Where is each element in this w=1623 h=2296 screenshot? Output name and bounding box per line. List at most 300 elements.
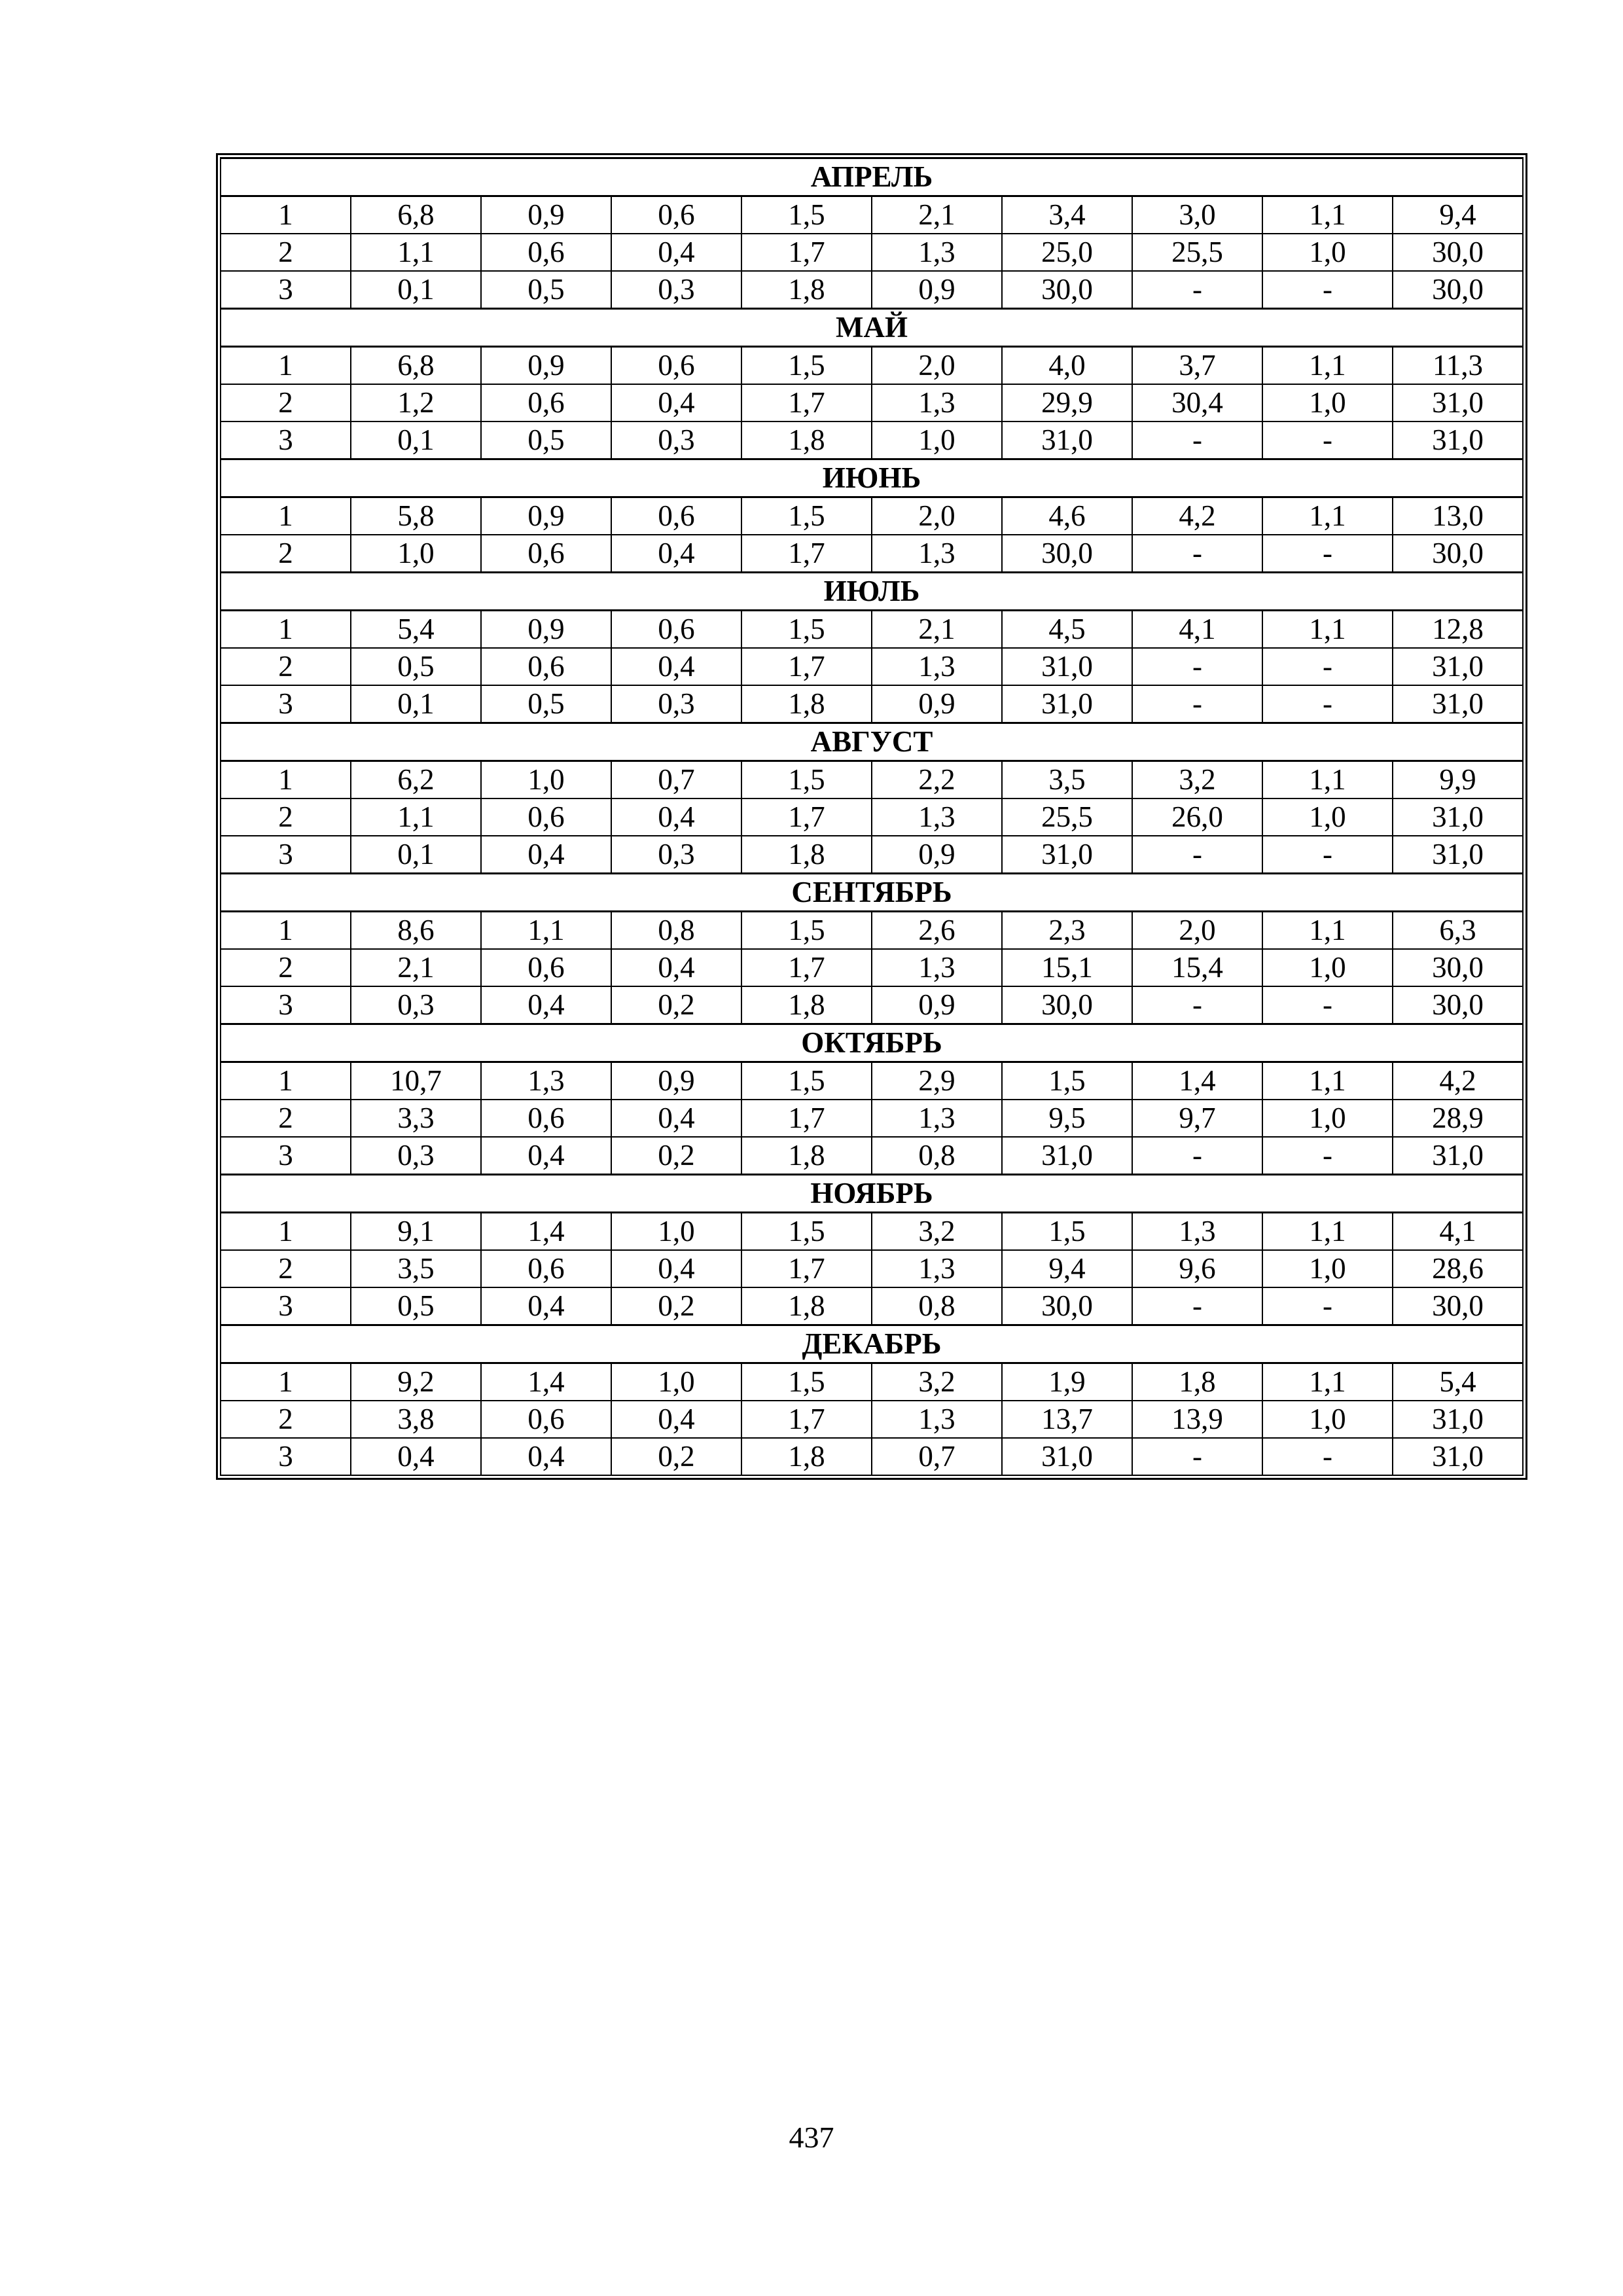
row-index-cell: 1 [221, 761, 351, 799]
table-cell: 0,5 [481, 685, 611, 723]
table-cell: 30,4 [1132, 384, 1262, 422]
table-cell: 4,5 [1002, 611, 1132, 649]
table-cell: 31,0 [1393, 422, 1523, 459]
table-cell: 2,3 [1002, 912, 1132, 950]
table-cell: - [1262, 535, 1393, 573]
table-cell: 4,0 [1002, 347, 1132, 385]
row-index-cell: 1 [221, 196, 351, 234]
table-cell: 1,8 [741, 685, 872, 723]
table-cell: 3,3 [351, 1100, 481, 1137]
row-index-cell: 2 [221, 648, 351, 685]
table-cell: 31,0 [1002, 422, 1132, 459]
table-cell: - [1132, 836, 1262, 874]
table-cell: 0,9 [481, 196, 611, 234]
table-cell: 0,9 [481, 347, 611, 385]
table-cell: 4,6 [1002, 497, 1132, 535]
table-cell: 1,5 [1002, 1213, 1132, 1251]
table-cell: 10,7 [351, 1062, 481, 1100]
table-cell: 2,1 [351, 949, 481, 986]
table-cell: - [1132, 535, 1262, 573]
month-header-row [221, 723, 1523, 761]
table-cell: 0,6 [481, 1100, 611, 1137]
table-cell: 0,9 [872, 836, 1002, 874]
month-title: ДЕКАБРЬ [221, 1325, 1523, 1363]
table-cell: 0,4 [611, 798, 741, 836]
row-index-cell: 3 [221, 422, 351, 459]
table-cell: 0,6 [611, 347, 741, 385]
table-cell: 11,3 [1393, 347, 1523, 385]
table-cell: 1,3 [872, 1401, 1002, 1438]
table-cell: - [1262, 1287, 1393, 1325]
table-cell: 0,8 [611, 912, 741, 950]
table-cell: 1,7 [741, 535, 872, 573]
row-index-cell: 2 [221, 384, 351, 422]
table-cell: 25,5 [1132, 234, 1262, 271]
table-cell: 1,1 [1262, 1062, 1393, 1100]
table-cell: 1,3 [1132, 1213, 1262, 1251]
table-cell: 31,0 [1393, 685, 1523, 723]
table-cell: - [1132, 648, 1262, 685]
table-cell: 0,6 [481, 535, 611, 573]
table-cell: 31,0 [1393, 384, 1523, 422]
table-cell: 31,0 [1002, 1438, 1132, 1475]
table-cell: 0,5 [481, 422, 611, 459]
table-cell: 0,1 [351, 422, 481, 459]
table-row [221, 196, 1523, 234]
table-cell: 4,1 [1393, 1213, 1523, 1251]
table-cell: 0,4 [481, 986, 611, 1024]
table-cell: 0,9 [872, 685, 1002, 723]
table-cell: - [1262, 422, 1393, 459]
table-cell: 8,6 [351, 912, 481, 950]
month-title: НОЯБРЬ [221, 1175, 1523, 1213]
table-cell: 0,4 [611, 1100, 741, 1137]
table-cell: 0,6 [481, 648, 611, 685]
table-cell: - [1132, 271, 1262, 309]
table-cell: 31,0 [1393, 1401, 1523, 1438]
table-cell: 1,7 [741, 1401, 872, 1438]
row-index-cell: 1 [221, 611, 351, 649]
table-cell: - [1132, 1438, 1262, 1475]
table-body [221, 158, 1523, 1476]
table-cell: 1,5 [1002, 1062, 1132, 1100]
row-index-cell: 3 [221, 1287, 351, 1325]
table-row [221, 761, 1523, 799]
table-cell: 1,3 [872, 949, 1002, 986]
table-cell: 0,2 [611, 986, 741, 1024]
table-cell: 6,3 [1393, 912, 1523, 950]
table-row [221, 347, 1523, 385]
table-cell: 1,3 [872, 384, 1002, 422]
table-cell: 0,5 [481, 271, 611, 309]
table-cell: - [1262, 271, 1393, 309]
month-title: ИЮЛЬ [221, 573, 1523, 611]
table-row [221, 234, 1523, 271]
table-cell: 1,9 [1002, 1363, 1132, 1401]
table-cell: 3,5 [1002, 761, 1132, 799]
month-header-row [221, 874, 1523, 912]
table-cell: 1,8 [741, 1137, 872, 1175]
table-cell: 0,6 [481, 1401, 611, 1438]
row-index-cell: 3 [221, 271, 351, 309]
table-cell: 1,5 [741, 1213, 872, 1251]
table-cell: 0,6 [611, 196, 741, 234]
row-index-cell: 1 [221, 1213, 351, 1251]
row-index-cell: 2 [221, 1250, 351, 1287]
table-row [221, 648, 1523, 685]
table-cell: 1,5 [741, 912, 872, 950]
table-cell: 6,8 [351, 347, 481, 385]
table-cell: 2,1 [872, 611, 1002, 649]
table-cell: 4,2 [1393, 1062, 1523, 1100]
table-cell: 30,0 [1393, 986, 1523, 1024]
table-row [221, 271, 1523, 309]
table-cell: 5,4 [351, 611, 481, 649]
table-cell: 1,5 [741, 1363, 872, 1401]
row-index-cell: 1 [221, 497, 351, 535]
table-cell: 1,3 [872, 648, 1002, 685]
table-cell: 31,0 [1002, 648, 1132, 685]
month-title: АВГУСТ [221, 723, 1523, 761]
table-cell: 6,8 [351, 196, 481, 234]
month-header-row [221, 158, 1523, 196]
table-cell: 28,9 [1393, 1100, 1523, 1137]
row-index-cell: 1 [221, 1363, 351, 1401]
table-cell: 9,7 [1132, 1100, 1262, 1137]
table-cell: 13,0 [1393, 497, 1523, 535]
table-row [221, 1363, 1523, 1401]
table-cell: 0,8 [872, 1137, 1002, 1175]
table-cell: 1,0 [351, 535, 481, 573]
table-cell: 1,0 [872, 422, 1002, 459]
month-header-row [221, 1175, 1523, 1213]
table-cell: 0,6 [481, 1250, 611, 1287]
table-cell: 0,3 [611, 836, 741, 874]
table-row [221, 1100, 1523, 1137]
table-cell: 0,1 [351, 685, 481, 723]
table-cell: 1,0 [481, 761, 611, 799]
row-index-cell: 2 [221, 535, 351, 573]
table-cell: 9,9 [1393, 761, 1523, 799]
table-cell: 31,0 [1393, 836, 1523, 874]
table-cell: 1,1 [1262, 497, 1393, 535]
table-cell: 12,8 [1393, 611, 1523, 649]
month-header-row [221, 1024, 1523, 1062]
table-cell: 2,6 [872, 912, 1002, 950]
row-index-cell: 2 [221, 1401, 351, 1438]
table-cell: 1,1 [1262, 912, 1393, 950]
monthly-table-frame [216, 153, 1527, 1480]
table-cell: 0,2 [611, 1438, 741, 1475]
table-cell: 1,3 [872, 234, 1002, 271]
table-cell: 9,4 [1002, 1250, 1132, 1287]
month-title: ОКТЯБРЬ [221, 1024, 1523, 1062]
table-cell: 0,3 [611, 422, 741, 459]
table-cell: 2,1 [872, 196, 1002, 234]
table-cell: - [1262, 986, 1393, 1024]
table-cell: 31,0 [1393, 1438, 1523, 1475]
table-cell: 0,6 [611, 497, 741, 535]
table-row [221, 1062, 1523, 1100]
table-cell: 1,2 [351, 384, 481, 422]
table-cell: 0,2 [611, 1137, 741, 1175]
table-cell: 31,0 [1393, 648, 1523, 685]
table-cell: 13,7 [1002, 1401, 1132, 1438]
table-cell: 1,1 [481, 912, 611, 950]
table-cell: 1,5 [741, 196, 872, 234]
table-row [221, 912, 1523, 950]
table-cell: - [1262, 836, 1393, 874]
table-cell: 30,0 [1002, 1287, 1132, 1325]
table-cell: 0,9 [872, 986, 1002, 1024]
table-row [221, 384, 1523, 422]
table-cell: 1,7 [741, 798, 872, 836]
table-row [221, 1287, 1523, 1325]
table-cell: - [1132, 986, 1262, 1024]
table-cell: 1,7 [741, 648, 872, 685]
table-cell: 30,0 [1002, 535, 1132, 573]
table-cell: 3,5 [351, 1250, 481, 1287]
table-row [221, 986, 1523, 1024]
table-cell: 1,0 [1262, 1100, 1393, 1137]
table-cell: 1,0 [1262, 384, 1393, 422]
table-cell: 1,1 [351, 234, 481, 271]
table-cell: 1,4 [1132, 1062, 1262, 1100]
table-cell: 30,0 [1002, 271, 1132, 309]
table-row [221, 535, 1523, 573]
row-index-cell: 1 [221, 1062, 351, 1100]
table-cell: 2,9 [872, 1062, 1002, 1100]
table-cell: 1,8 [741, 422, 872, 459]
table-cell: 1,5 [741, 497, 872, 535]
table-cell: 9,2 [351, 1363, 481, 1401]
table-cell: 3,2 [872, 1363, 1002, 1401]
table-cell: 0,7 [872, 1438, 1002, 1475]
table-cell: 0,4 [611, 1401, 741, 1438]
table-cell: 9,6 [1132, 1250, 1262, 1287]
table-cell: 0,4 [611, 535, 741, 573]
month-title: СЕНТЯБРЬ [221, 874, 1523, 912]
table-cell: 0,4 [611, 1250, 741, 1287]
table-cell: 3,8 [351, 1401, 481, 1438]
month-header-row [221, 573, 1523, 611]
table-cell: 0,1 [351, 271, 481, 309]
table-cell: 1,3 [872, 798, 1002, 836]
row-index-cell: 3 [221, 836, 351, 874]
table-cell: 1,8 [741, 271, 872, 309]
table-cell: 1,1 [1262, 761, 1393, 799]
table-cell: 1,8 [741, 986, 872, 1024]
month-title: ИЮНЬ [221, 459, 1523, 497]
row-index-cell: 3 [221, 685, 351, 723]
table-cell: 0,4 [611, 384, 741, 422]
table-cell: 1,7 [741, 384, 872, 422]
table-row [221, 949, 1523, 986]
row-index-cell: 1 [221, 347, 351, 385]
table-cell: 2,0 [872, 347, 1002, 385]
month-header-row [221, 1325, 1523, 1363]
table-row [221, 497, 1523, 535]
table-cell: 0,7 [611, 761, 741, 799]
table-cell: 0,3 [611, 685, 741, 723]
table-cell: 3,2 [1132, 761, 1262, 799]
table-cell: 0,4 [611, 949, 741, 986]
table-row [221, 611, 1523, 649]
table-cell: 1,5 [741, 761, 872, 799]
table-cell: 0,5 [351, 648, 481, 685]
table-cell: 1,4 [481, 1213, 611, 1251]
table-cell: 1,3 [872, 1250, 1002, 1287]
table-cell: 1,1 [1262, 611, 1393, 649]
table-cell: 1,0 [1262, 234, 1393, 271]
table-cell: 31,0 [1002, 1137, 1132, 1175]
table-row [221, 1137, 1523, 1175]
table-cell: 3,4 [1002, 196, 1132, 234]
table-cell: 3,2 [872, 1213, 1002, 1251]
table-cell: 1,8 [1132, 1363, 1262, 1401]
row-index-cell: 3 [221, 1438, 351, 1475]
table-cell: 15,1 [1002, 949, 1132, 986]
table-cell: 5,8 [351, 497, 481, 535]
table-cell: 1,7 [741, 234, 872, 271]
table-cell: 30,0 [1393, 234, 1523, 271]
table-cell: - [1132, 422, 1262, 459]
table-cell: 31,0 [1002, 836, 1132, 874]
table-cell: 2,2 [872, 761, 1002, 799]
table-cell: 0,6 [481, 798, 611, 836]
table-row [221, 1438, 1523, 1475]
table-cell: 1,1 [1262, 1213, 1393, 1251]
table-cell: 0,8 [872, 1287, 1002, 1325]
row-index-cell: 3 [221, 1137, 351, 1175]
table-cell: 4,1 [1132, 611, 1262, 649]
table-cell: - [1262, 1438, 1393, 1475]
table-cell: 1,7 [741, 949, 872, 986]
month-title: МАЙ [221, 309, 1523, 347]
table-row [221, 798, 1523, 836]
table-cell: 0,6 [481, 949, 611, 986]
table-cell: 0,4 [481, 1438, 611, 1475]
table-cell: 30,0 [1393, 1287, 1523, 1325]
table-cell: 0,6 [481, 384, 611, 422]
table-cell: 31,0 [1393, 798, 1523, 836]
table-cell: 1,5 [741, 347, 872, 385]
table-cell: 1,8 [741, 1438, 872, 1475]
table-cell: 1,7 [741, 1100, 872, 1137]
table-cell: 1,0 [1262, 1250, 1393, 1287]
table-row [221, 1213, 1523, 1251]
table-cell: 0,4 [481, 1137, 611, 1175]
table-cell: 30,0 [1393, 535, 1523, 573]
table-cell: 3,7 [1132, 347, 1262, 385]
table-cell: 1,8 [741, 1287, 872, 1325]
table-cell: 1,4 [481, 1363, 611, 1401]
table-cell: 5,4 [1393, 1363, 1523, 1401]
table-cell: 1,7 [741, 1250, 872, 1287]
table-row [221, 1401, 1523, 1438]
page-number: 437 [789, 2121, 834, 2154]
table-cell: - [1132, 1137, 1262, 1175]
month-header-row [221, 459, 1523, 497]
table-cell: 1,3 [481, 1062, 611, 1100]
table-cell: 15,4 [1132, 949, 1262, 986]
table-cell: 0,1 [351, 836, 481, 874]
table-cell: 1,1 [1262, 196, 1393, 234]
table-row [221, 685, 1523, 723]
table-cell: 13,9 [1132, 1401, 1262, 1438]
table-cell: - [1132, 1287, 1262, 1325]
table-cell: 1,1 [351, 798, 481, 836]
table-cell: 0,9 [481, 497, 611, 535]
table-cell: 30,0 [1393, 949, 1523, 986]
table-cell: 2,0 [1132, 912, 1262, 950]
table-cell: 26,0 [1132, 798, 1262, 836]
table-cell: 30,0 [1393, 271, 1523, 309]
row-index-cell: 2 [221, 234, 351, 271]
table-cell: 31,0 [1002, 685, 1132, 723]
table-cell: 29,9 [1002, 384, 1132, 422]
table-cell: - [1262, 685, 1393, 723]
table-cell: 1,5 [741, 611, 872, 649]
table-cell: 1,0 [1262, 1401, 1393, 1438]
table-cell: 0,4 [611, 648, 741, 685]
table-cell: 1,8 [741, 836, 872, 874]
table-cell: 1,1 [1262, 1363, 1393, 1401]
row-index-cell: 1 [221, 912, 351, 950]
table-cell: - [1132, 685, 1262, 723]
table-cell: 2,0 [872, 497, 1002, 535]
table-cell: 0,4 [481, 836, 611, 874]
table-cell: 0,2 [611, 1287, 741, 1325]
table-cell: 0,4 [611, 234, 741, 271]
table-cell: 0,6 [481, 234, 611, 271]
table-cell: 0,3 [351, 986, 481, 1024]
table-cell: 28,6 [1393, 1250, 1523, 1287]
table-row [221, 836, 1523, 874]
table-cell: 9,1 [351, 1213, 481, 1251]
table-cell: 1,0 [611, 1213, 741, 1251]
table-cell: 0,4 [351, 1438, 481, 1475]
table-row [221, 422, 1523, 459]
table-cell: 9,4 [1393, 196, 1523, 234]
table-cell: 1,0 [1262, 949, 1393, 986]
table-cell: 1,5 [741, 1062, 872, 1100]
table-cell: 1,3 [872, 535, 1002, 573]
table-cell: 0,4 [481, 1287, 611, 1325]
table-cell: 0,3 [351, 1137, 481, 1175]
table-cell: 3,0 [1132, 196, 1262, 234]
row-index-cell: 2 [221, 798, 351, 836]
table-cell: 1,3 [872, 1100, 1002, 1137]
table-cell: 0,5 [351, 1287, 481, 1325]
table-cell: 1,0 [611, 1363, 741, 1401]
row-index-cell: 2 [221, 949, 351, 986]
table-cell: 0,9 [872, 271, 1002, 309]
table-cell: 4,2 [1132, 497, 1262, 535]
row-index-cell: 3 [221, 986, 351, 1024]
table-cell: 1,0 [1262, 798, 1393, 836]
month-header-row [221, 309, 1523, 347]
table-cell: 31,0 [1393, 1137, 1523, 1175]
table-cell: 30,0 [1002, 986, 1132, 1024]
table-cell: 0,3 [611, 271, 741, 309]
row-index-cell: 2 [221, 1100, 351, 1137]
table-cell: 25,5 [1002, 798, 1132, 836]
table-cell: 0,9 [611, 1062, 741, 1100]
table-cell: 9,5 [1002, 1100, 1132, 1137]
table-cell: 1,1 [1262, 347, 1393, 385]
table-cell: - [1262, 648, 1393, 685]
